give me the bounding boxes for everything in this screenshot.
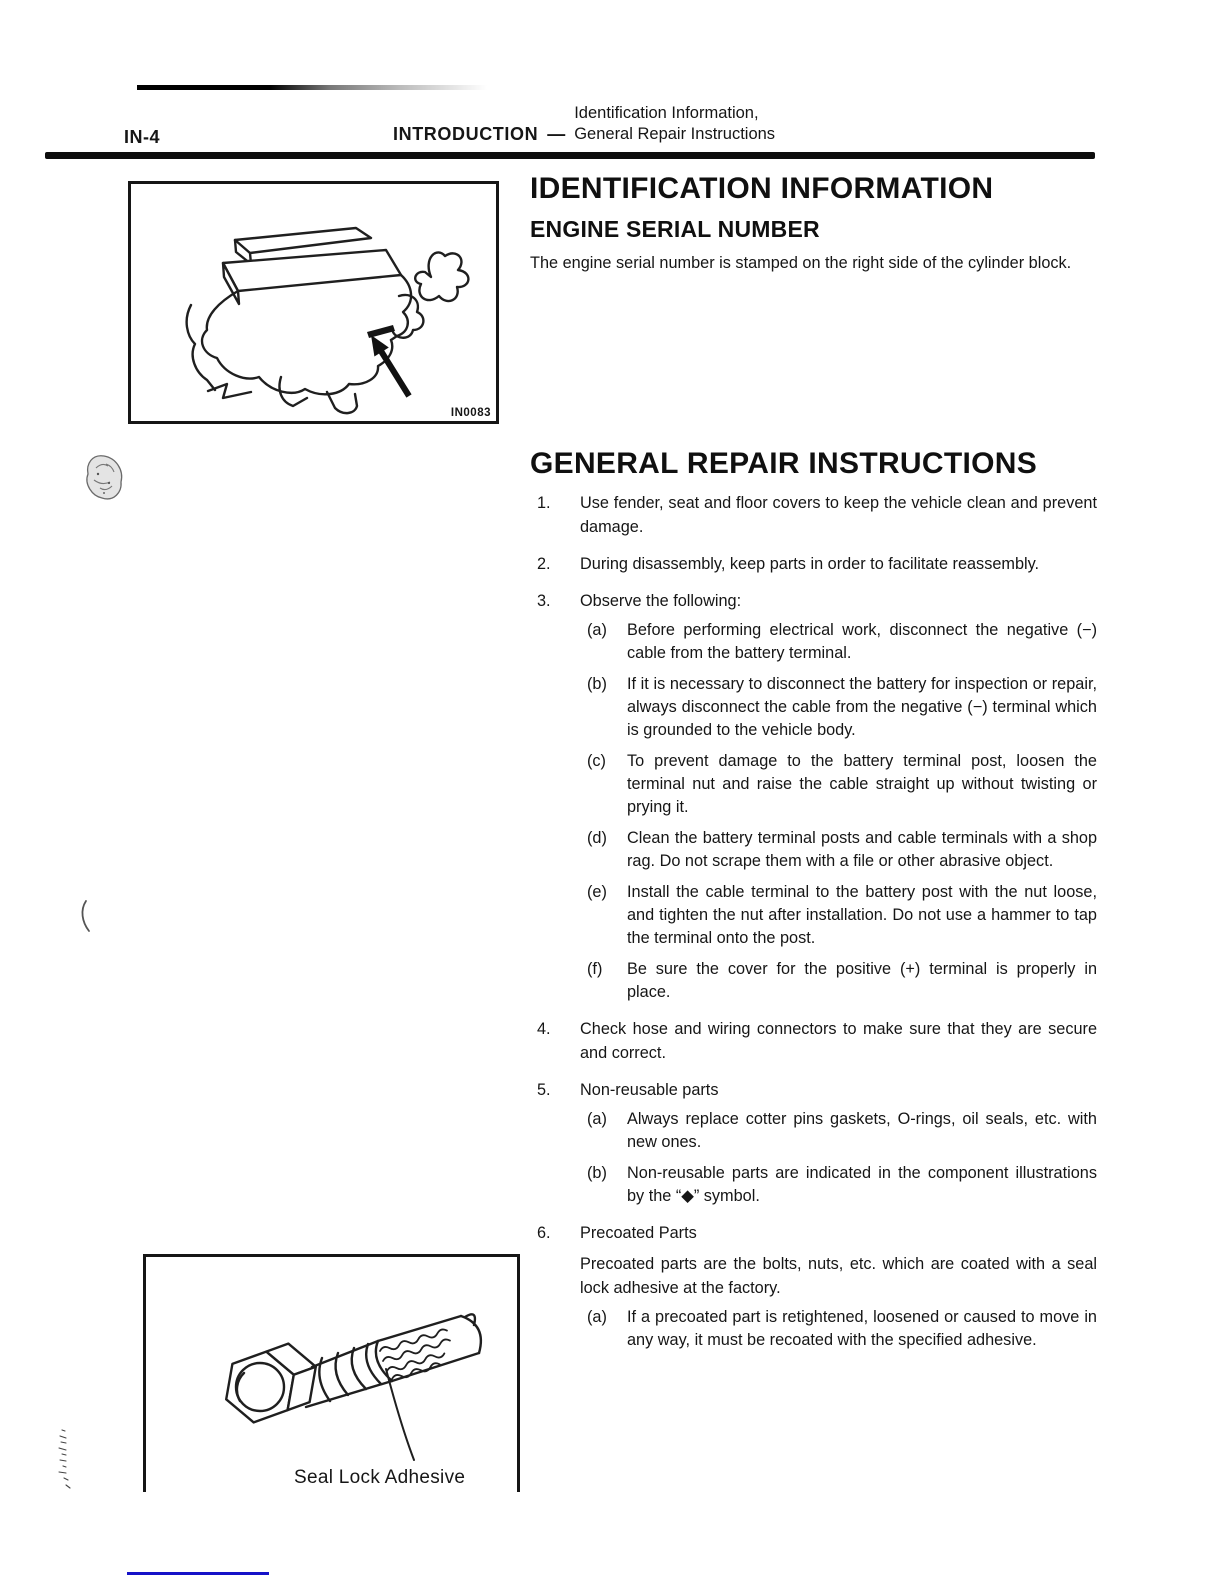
sub-item-label: (a): [587, 621, 607, 639]
header-subject: [574, 103, 775, 145]
repair-item: [530, 491, 1097, 539]
item-text: Use fender, seat and floor covers to keep the vehicle clean and prevent damage.: [580, 494, 1097, 536]
repair-heading: GENERAL REPAIR INSTRUCTIONS: [530, 447, 1038, 480]
repair-item: [530, 1078, 1097, 1208]
sub-item-label: (a): [587, 1308, 607, 1326]
sub-item-label: (d): [587, 829, 607, 847]
sub-item-label: (e): [587, 883, 607, 901]
sub-item-text: If it is necessary to disconnect the battery for inspection or repair, always disconnect the cable from the negative (−) terminal which is grounded to the vehicle body.: [627, 675, 1097, 739]
item-text: During disassembly, keep parts in order to facilitate reassembly.: [580, 555, 1040, 573]
sub-item-label: (b): [587, 675, 607, 693]
sub-item-text: Before performing electrical work, disconnect the negative (−) cable from the battery terminal.: [627, 621, 1097, 662]
margin-scribble: [54, 1428, 72, 1492]
figure-code: IN0083: [450, 407, 491, 419]
sub-item: [587, 827, 1097, 873]
repair-item: [530, 1221, 1097, 1352]
header-center: [393, 103, 775, 145]
header-subject-line1: Identification Information,: [574, 104, 759, 122]
sub-item-text: Be sure the cover for the positive (+) terminal is properly in place.: [627, 960, 1097, 1001]
repair-section: [530, 447, 1097, 1365]
sub-item: [587, 1162, 1097, 1208]
identification-section: [530, 172, 1097, 276]
sub-item: [587, 673, 1097, 742]
sub-item: [587, 619, 1097, 665]
bolt-illustration: [146, 1257, 517, 1489]
header-dash: —: [547, 124, 566, 144]
sub-item-label: (f): [587, 960, 603, 978]
item-number: 6.: [537, 1224, 551, 1242]
top-left-rule: [137, 85, 487, 90]
ink-smudge: [82, 450, 126, 506]
sub-item-text: Always replace cotter pins gaskets, O-rings, oil seals, etc. with new ones.: [627, 1110, 1097, 1151]
item-number: 5.: [537, 1081, 551, 1099]
item-body-paragraph: Precoated parts are the bolts, nuts, etc. which are coated with a seal lock adhesive at the factory.: [580, 1255, 1097, 1297]
bolt-figure: [143, 1254, 520, 1492]
seal-lock-caption: Seal Lock Adhesive: [294, 1467, 466, 1488]
leader-line: [386, 1369, 414, 1460]
repair-item: [530, 589, 1097, 1004]
header-section-title: INTRODUCTION: [393, 124, 539, 144]
identification-body: The engine serial number is stamped on the right side of the cylinder block.: [530, 254, 1072, 272]
sub-item: [587, 750, 1097, 819]
sub-item-label: (b): [587, 1164, 607, 1182]
header-subject-line2: General Repair Instructions: [574, 125, 776, 143]
repair-item: [530, 552, 1097, 576]
sub-item-text: Clean the battery terminal posts and cable terminals with a shop rag. Do not scrape them with a file or other abrasive object.: [627, 829, 1097, 870]
item-text: Non-reusable parts: [580, 1081, 719, 1099]
engine-serial-heading: ENGINE SERIAL NUMBER: [530, 216, 820, 242]
sub-item-text: To prevent damage to the battery terminal post, loosen the terminal nut and raise the cable straight up without twisting or prying it.: [627, 752, 1097, 816]
sub-item: [587, 958, 1097, 1004]
item-number: 3.: [537, 592, 551, 610]
engine-illustration: [131, 184, 496, 421]
bottom-blue-line: [127, 1572, 269, 1575]
item-number: 2.: [537, 555, 551, 573]
page-number: IN-4: [124, 127, 161, 147]
pen-mark: [76, 898, 92, 934]
sub-item-text: Non-reusable parts are indicated in the component illustrations by the “◆” symbol.: [627, 1164, 1097, 1205]
sub-item: [587, 881, 1097, 950]
sub-item: [587, 1108, 1097, 1154]
sub-item: [587, 1306, 1097, 1352]
sub-item-label: (a): [587, 1110, 607, 1128]
sub-item-label: (c): [587, 752, 606, 770]
item-text: Observe the following:: [580, 592, 742, 610]
item-text: Precoated Parts: [580, 1224, 697, 1242]
item-number: 4.: [537, 1020, 551, 1038]
sub-item-text: If a precoated part is retightened, loosened or caused to move in any way, it must be recoated with the specified adhesive.: [627, 1308, 1097, 1349]
item-number: 1.: [537, 494, 551, 512]
header-rule: [45, 152, 1095, 159]
engine-figure: [128, 181, 499, 424]
item-text: Check hose and wiring connectors to make sure that they are secure and correct.: [580, 1020, 1097, 1062]
sub-item-text: Install the cable terminal to the battery post with the nut loose, and tighten the nut after installation. Do not use a hammer to tap the terminal onto the post.: [627, 883, 1097, 947]
repair-item: [530, 1017, 1097, 1065]
identification-heading: IDENTIFICATION INFORMATION: [530, 172, 994, 205]
